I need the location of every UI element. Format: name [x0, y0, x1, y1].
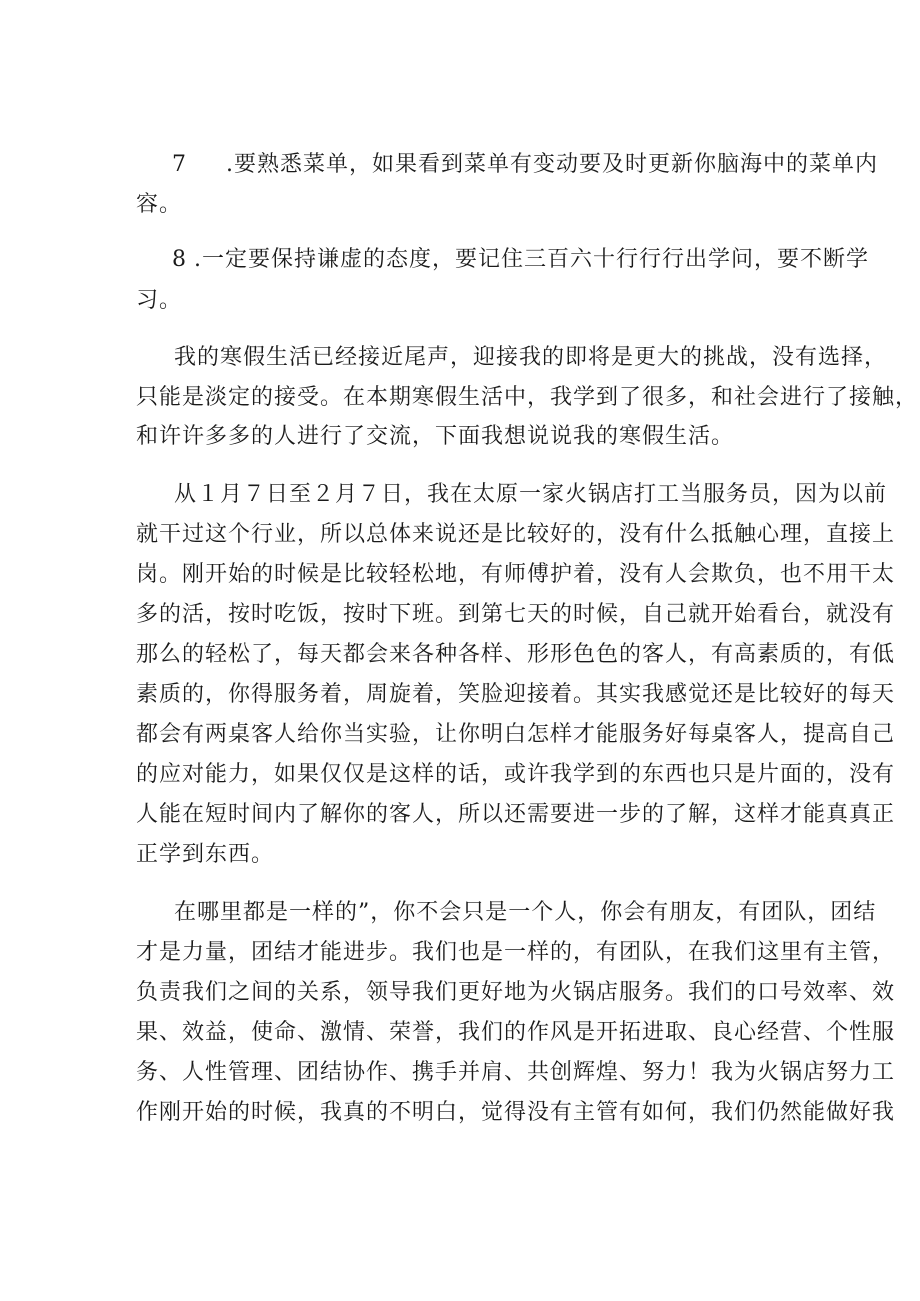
item-text-line: .要熟悉菜单，如果看到菜单有变动要及时更新你脑海中的菜单内 — [226, 152, 878, 177]
paragraph-line: 负责我们之间的关系，领导我们更好地为火锅店服务。我们的口号效率、效 — [136, 980, 896, 1005]
item-text-line: 习。 — [136, 288, 183, 313]
paragraph-line: 才是力量，团结才能进步。我们也是一样的，有团队，在我们这里有主管， — [136, 940, 896, 965]
paragraph-line: 从１月７日至２月７日，我在太原一家火锅店打工当服务员，因为以前 — [174, 482, 888, 507]
paragraph-line: 就干过这个行业，所以总体来说还是比较好的，没有什么抵触心理，直接上 — [136, 522, 896, 547]
paragraph-line: 素质的，你得服务着，周旋着，笑脸迎接着。其实我感觉还是比较好的每天 — [136, 682, 896, 707]
paragraph-line: 正学到东西。 — [136, 842, 275, 867]
paragraph-line: 作刚开始的时候，我真的不明白，觉得没有主管有如何，我们仍然能做好我 — [136, 1100, 896, 1125]
paragraph-line: 我的寒假生活已经接近尾声，迎接我的即将是更大的挑战，没有选择， — [174, 345, 888, 370]
paragraph-line: 那么的轻松了，每天都会来各种各样、形形色色的客人，有高素质的，有低 — [136, 642, 896, 667]
paragraph-line: 人能在短时间内了解你的客人，所以还需要进一步的了解，这样才能真真正 — [136, 802, 896, 827]
paragraph-line: 果、效益，使命、激情、荣誉，我们的作风是开拓进取、良心经营、个性服 — [136, 1020, 896, 1045]
paragraph-line: 多的活，按时吃饭，按时下班。到第七天的时候，自己就开始看台，就没有 — [136, 602, 896, 627]
paragraph-line: 都会有两桌客人给你当实验，让你明白怎样才能服务好每桌客人，提高自己 — [136, 722, 896, 747]
item-number: 7 — [172, 152, 186, 177]
paragraph-line: 和许许多多的人进行了交流，下面我想说说我的寒假生活。 — [136, 424, 735, 449]
item-text-line: .一定要保持谦虚的态度，要记住三百六十行行行出学问，要不断学 — [194, 247, 869, 272]
paragraph-line: 岗。刚开始的时候是比较轻松地，有师傅护着，没有人会欺负，也不用干太 — [136, 562, 896, 587]
paragraph-line: 只能是淡定的接受。在本期寒假生活中，我学到了很多，和社会进行了接触， — [136, 385, 919, 410]
paragraph-line: 的应对能力，如果仅仅是这样的话，或许我学到的东西也只是片面的，没有 — [136, 762, 896, 787]
paragraph-line: 务、人性管理、团结协作、携手并肩、共创辉煌、努力！我为火锅店努力工 — [136, 1060, 896, 1085]
item-number: 8 — [172, 247, 186, 272]
paragraph-line: 在哪里都是一样的”，你不会只是一个人，你会有朋友，有团队，团结 — [174, 900, 877, 925]
item-text-line: 容。 — [136, 192, 183, 217]
